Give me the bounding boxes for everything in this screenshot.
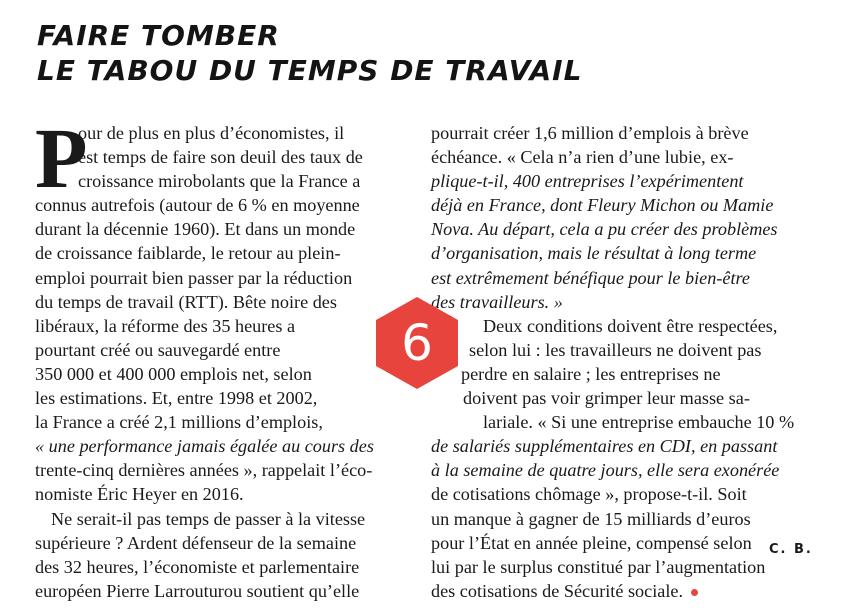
- text-line: croissance mirobolants que la France a: [78, 171, 361, 192]
- text-line: trente-cinq dernières années », rappelait l’éco-: [35, 460, 373, 481]
- quote-line: déjà en France, dont Fleury Michon ou Mamie: [431, 195, 774, 216]
- text-line: selon lui : les travailleurs ne doivent pas: [469, 339, 762, 360]
- paragraph-2: [35, 507, 411, 603]
- text-line: la France a créé 2,1 millions d’emplois,: [35, 412, 323, 433]
- quote-line: à la semaine de quatre jours, elle sera exonérée: [431, 460, 780, 481]
- right-column: [431, 121, 807, 603]
- text-line: du temps de travail (RTT). Bête noire des: [35, 291, 337, 312]
- text-line: Ne serait-il pas temps de passer à la vitesse: [51, 508, 366, 529]
- paragraph-1: [35, 110, 411, 507]
- quote-line: d’organisation, mais le résultat à long terme: [431, 243, 757, 264]
- quote-line: Nova. Au départ, cela a pu créer des problèmes: [431, 219, 778, 240]
- text-line: 350 000 et 400 000 emplois net, selon: [35, 363, 312, 384]
- text-line: [431, 579, 807, 603]
- text-line: échéance. « Cela n’a rien d’une lubie, ex-: [431, 147, 734, 168]
- author-signature: C. B.: [769, 542, 813, 557]
- paragraph-3: [431, 121, 807, 314]
- text-line: emploi pourrait bien passer par la réduction: [35, 267, 353, 288]
- text-line: pour l’État en année pleine, compensé selon: [431, 532, 752, 553]
- text-line: lariale. « Si une entreprise embauche 10 %: [483, 412, 795, 433]
- quote-line: est extrêmement bénéfique pour le bien-être: [431, 267, 751, 288]
- text-line: de cotisations chômage », propose-t-il. Soit: [431, 484, 747, 505]
- badge-number: 6: [401, 314, 433, 372]
- text-line: libéraux, la réforme des 35 heures a: [35, 315, 296, 336]
- end-of-article-dot-icon: [691, 589, 698, 596]
- text-line: durant la décennie 1960). Et dans un monde: [35, 219, 356, 240]
- text-line: pourrait créer 1,6 million d’emplois à brève: [431, 123, 749, 143]
- quote-line: des travailleurs. »: [431, 291, 563, 312]
- text-line: supérieure ? Ardent défenseur de la semaine: [35, 532, 357, 553]
- text-line: de croissance faiblarde, le retour au plein-: [35, 243, 341, 264]
- text-line: doivent pas voir grimper leur masse sa-: [463, 388, 750, 409]
- article-title: [37, 18, 582, 88]
- text-line: européen Pierre Larrouturou soutient qu’elle: [35, 580, 360, 601]
- text-line: est temps de faire son deuil des taux de: [78, 147, 363, 168]
- paragraph-4: [431, 314, 807, 603]
- left-column: [35, 110, 411, 603]
- text-line: lui par le surplus constitué par l’augmentation: [431, 556, 766, 577]
- text-line: des 32 heures, l’économiste et parlementaire: [35, 556, 360, 577]
- text-line: nomiste Éric Heyer en 2016.: [35, 484, 244, 505]
- quote-line: de salariés supplémentaires en CDI, en passant: [431, 436, 778, 457]
- text-line: our de plus en plus d’économistes, il: [78, 123, 345, 143]
- text-line: pourtant créé ou sauvegardé entre: [35, 339, 281, 360]
- text-line: Deux conditions doivent être respectées,: [483, 315, 778, 336]
- last-line-text: des cotisations de Sécurité sociale.: [431, 580, 684, 601]
- quote-line: « une performance jamais égalée au cours des: [35, 436, 374, 457]
- text-line: connus autrefois (autour de 6 % en moyenne: [35, 195, 360, 216]
- drop-cap: P: [35, 110, 88, 206]
- quote-line: plique-t-il, 400 entreprises l’expérimentent: [431, 171, 744, 192]
- title-line-1: FAIRE TOMBER: [37, 19, 280, 52]
- title-line-2: LE TABOU DU TEMPS DE TRAVAIL: [37, 54, 583, 87]
- text-line: les estimations. Et, entre 1998 et 2002,: [35, 388, 318, 409]
- text-line: perdre en salaire ; les entreprises ne: [461, 363, 721, 384]
- text-line: un manque à gagner de 15 milliards d’euros: [431, 508, 751, 529]
